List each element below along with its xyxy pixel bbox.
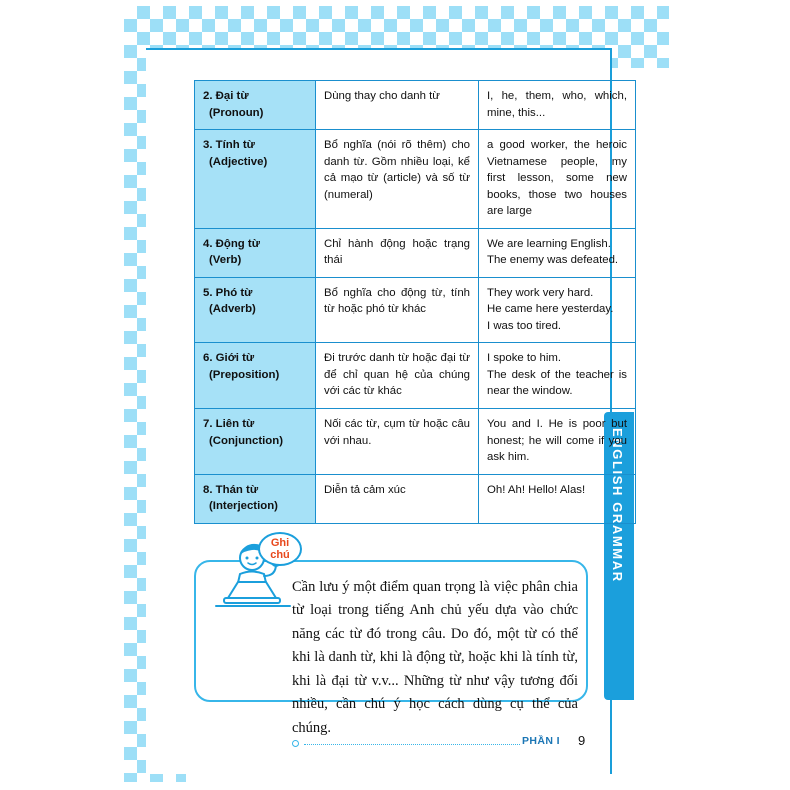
pos-vietnamese: 2. Đại từ: [203, 90, 249, 102]
table-cell-definition: Chỉ hành động hoặc trạng thái: [316, 228, 479, 277]
note-badge: [258, 532, 302, 566]
table-row: [195, 228, 636, 277]
table-cell-examples: [479, 228, 636, 277]
table-cell-examples: [479, 81, 636, 130]
example-line: a good worker, the heroic Vietnamese people, my first lesson, some new books, those two houses are large: [487, 139, 627, 218]
parts-of-speech-table: [194, 80, 636, 524]
footer-part-label: PHẦN I: [522, 735, 560, 747]
example-line: The enemy was defeated.: [487, 254, 619, 267]
footer-dotted-rule: [304, 744, 520, 745]
page-number: 9: [578, 733, 586, 748]
example-line: They work very hard.: [487, 286, 594, 299]
table-cell-definition: Bổ nghĩa (nói rõ thêm) cho danh từ. Gồm nhiều loại, kể cả mạo từ (article) và số từ (numeral): [316, 130, 479, 229]
table-cell-examples: [479, 343, 636, 409]
pos-vietnamese: 7. Liên từ: [203, 417, 255, 430]
example-line: I was too tired.: [487, 319, 562, 332]
note-badge-line2: chú: [270, 548, 290, 561]
table-cell-examples: [479, 277, 636, 343]
example-line: We are learning English.: [487, 237, 611, 250]
table-row: [195, 130, 636, 229]
table-cell-part-of-speech: [195, 130, 316, 229]
side-tab-label: ENGLISH GRAMMAR: [610, 428, 625, 583]
table-row: [195, 277, 636, 343]
table-cell-examples: [479, 408, 636, 474]
pos-vietnamese: 3. Tính từ: [203, 139, 255, 152]
table-cell-definition: Dùng thay cho danh từ: [316, 81, 479, 130]
pos-english: (Pronoun): [209, 106, 264, 119]
pos-english: (Conjunction): [209, 434, 284, 447]
note-text: Cần lưu ý một điểm quan trọng là việc phân chia từ loại trong tiếng Anh chủ yếu dựa vào chức năng các từ đó trong câu. Do đó, một từ có thể khi là danh từ, khi là động từ, hoặc khi là tính từ, khi là đại từ v.v... Những từ như vậy tương đối nhiều, cần chú ý học cách dùng cụ thể của chúng.: [292, 579, 578, 736]
example-line: You and I. He is poor but honest; he will come if you ask him.: [487, 417, 627, 464]
footer-dot-icon: [292, 740, 299, 747]
example-line: He came here yesterday.: [487, 303, 614, 316]
table-cell-definition: Bổ nghĩa cho động từ, tính từ hoặc phó từ khác: [316, 277, 479, 343]
table-cell-definition: Nối các từ, cụm từ hoặc câu với nhau.: [316, 408, 479, 474]
example-line: Oh! Ah! Hello! Alas!: [487, 483, 586, 496]
table-row: [195, 343, 636, 409]
pos-english: (Verb): [209, 254, 242, 267]
example-line: The desk of the teacher is near the window.: [487, 368, 627, 398]
pos-vietnamese: 5. Phó từ: [203, 286, 253, 299]
example-line: I spoke to him.: [487, 352, 562, 365]
table-cell-part-of-speech: [195, 408, 316, 474]
table-row: [195, 81, 636, 130]
example-line: I, he, them, who, which, mine, this...: [487, 90, 627, 119]
table-cell-definition: Diễn tả cảm xúc: [316, 474, 479, 523]
table-cell-examples: [479, 130, 636, 229]
table-row: [195, 474, 636, 523]
table-cell-examples: [479, 474, 636, 523]
table-row: [195, 408, 636, 474]
table-cell-part-of-speech: [195, 228, 316, 277]
pos-english: (Adjective): [209, 155, 268, 168]
note-badge-line1: Ghi: [270, 537, 290, 549]
pos-english: (Preposition): [209, 368, 280, 381]
pos-vietnamese: 8. Thán từ: [203, 483, 259, 496]
pos-english: (Interjection): [209, 500, 278, 513]
page-footer: [292, 735, 592, 753]
pos-vietnamese: 4. Động từ: [203, 237, 260, 250]
table-cell-part-of-speech: [195, 81, 316, 130]
table-cell-part-of-speech: [195, 343, 316, 409]
table-cell-part-of-speech: [195, 474, 316, 523]
table-cell-definition: Đi trước danh từ hoặc đại từ để chỉ quan hệ của chúng với các từ khác: [316, 343, 479, 409]
table-cell-part-of-speech: [195, 277, 316, 343]
pos-english: (Adverb): [209, 303, 256, 316]
pos-vietnamese: 6. Giới từ: [203, 352, 255, 365]
